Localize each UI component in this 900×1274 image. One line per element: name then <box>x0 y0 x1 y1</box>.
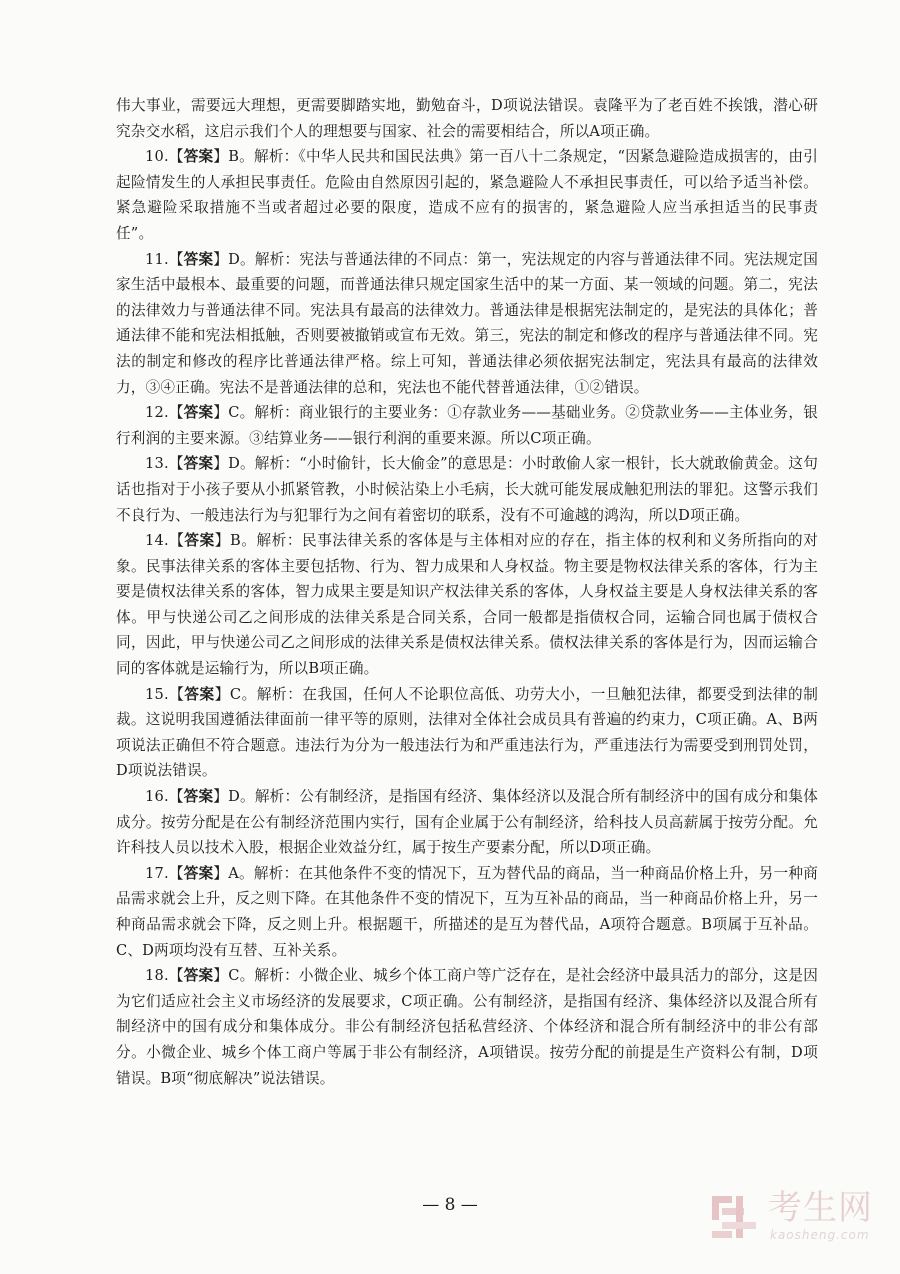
answer-number: 12.【 <box>145 404 184 422</box>
answer-number: 17.【 <box>145 864 184 882</box>
page-number: — 8 — <box>422 1195 478 1215</box>
answer-text: 】C。解析：小微企业、城乡个体工商户等广泛存在，是社会经济中最具活力的部分，这是因为它们适应社会主义市场经济的发展要求，C项正确。公有制经济，是指国有经济、集体经济以及混合所有制经济中的国有成分和集体成分。非公有制经济包括私营经济、个体经济和混合所有制经济中的非公有部分。小微企业、城乡个体工商户等属于非公有制经济，A项错误。按劳分配的前提是生产资料公有制，D项错误。B项“彻底解决”说法错误。 <box>116 967 818 1087</box>
answer-text: 】D。解析：公有制经济，是指国有经济、集体经济以及混合所有制经济中的国有成分和集体成分。按劳分配是在公有制经济范围内实行，国有企业属于公有制经济，给科技人员高薪属于按劳分配。允许科技人员以技术入股，根据企业效益分红，属于按生产要素分配，所以D项正确。 <box>116 788 818 857</box>
answer-label: 答案 <box>184 532 215 550</box>
answer-number: 10.【 <box>145 148 184 166</box>
answer-number: 15.【 <box>145 685 185 703</box>
answer-16 <box>116 784 818 861</box>
answer-text: 】D。解析：宪法与普通法律的不同点：第一，宪法规定的内容与普通法律不同。宪法规定国家生活中最根本、最重要的问题，而普通法律只规定国家生活中的某一方面、某一领域的问题。第二，宪法的法律效力与普通法律不同。宪法具有最高的法律效力。普通法律是根据宪法制定的，是宪法的具体化；普通法律不能和宪法相抵触，否则要被撤销或宣布无效。第三，宪法的制定和修改的程序与普通法律不同。宪法的制定和修改的程序比普通法律严格。综上可知，普通法律必须依据宪法制定，宪法具有最高的法律效力，③④正确。宪法不是普通法律的总和，宪法也不能代替普通法律，①②错误。 <box>116 250 818 396</box>
answer-text: 】D。解析：“小时偷针，长大偷金”的意思是：小时敢偷人家一根针，长大就敢偷黄金。这句话也指对于小孩子要从小抓紧管教，小时候沾染上小毛病，长大就可能发展成触犯刑法的罪犯。这警示我们不良行为、一般违法行为与犯罪行为之间有着密切的联系，没有不可逾越的鸿沟，所以D项正确。 <box>116 455 819 524</box>
answer-text: 】B。解析：民事法律关系的客体是与主体相对应的存在，指主体的权利和义务所指向的对象。民事法律关系的客体主要包括物、行为、智力成果和人身权益。物主要是物权法律关系的客体，行为主要是债权法律关系的客体，智力成果主要是知识产权法律关系的客体，人身权益主要是人身权法律关系的客体。甲与快递公司乙之间形成的法律关系是合同关系，合同一般都是指债权合同，运输合同也属于债权合同，因此，甲与快递公司乙之间形成的法律关系是债权法律关系。债权法律关系的客体是行为，因而运输合同的客体就是运输行为，所以B项正确。 <box>116 532 818 678</box>
answer-15 <box>116 682 818 784</box>
answer-13 <box>116 451 818 528</box>
watermark-domain: kaosheng.com <box>770 1228 870 1242</box>
answer-number: 16.【 <box>145 788 184 806</box>
answer-label: 答案 <box>183 864 214 882</box>
answer-12 <box>116 400 818 451</box>
answer-10 <box>116 144 818 246</box>
answer-text: 】C。解析：商业银行的主要业务：①存款业务——基础业务。②贷款业务——主体业务，银行利润的主要来源。③结算业务——银行利润的重要来源。所以C项正确。 <box>116 404 818 447</box>
watermark-text: 考生网 <box>768 1188 873 1228</box>
answer-text: 】B。解析：《中华人民共和国民法典》第一百八十二条规定，“因紧急避险造成损害的，由引起险情发生的人承担民事责任。危险由自然原因引起的，紧急避险人不承担民事责任，可以给予适当补偿。紧急避险采取措施不当或者超过必要的限度，造成不应有的损害的，紧急避险人应当承担适当的民事责任”。 <box>116 148 818 242</box>
answer-number: 13.【 <box>145 455 184 473</box>
answer-label: 答案 <box>183 788 214 806</box>
site-watermark <box>708 1188 878 1248</box>
answer-14 <box>116 528 818 682</box>
answer-17 <box>116 861 818 963</box>
answer-label: 答案 <box>183 250 214 268</box>
watermark-logo-icon <box>708 1190 762 1244</box>
answer-text: 】A。解析：在其他条件不变的情况下，互为替代品的商品，当一种商品价格上升，另一种商品需求就会上升，反之则下降。在其他条件不变的情况下，互为互补品的商品，当一种商品价格上升，另一种商品需求就会下降，反之则上升。根据题干，所描述的是互为替代品，A项符合题意。B项属于互补品。C、D两项均没有互替、互补关系。 <box>116 864 819 959</box>
answer-label: 答案 <box>183 404 214 422</box>
answer-number: 11.【 <box>145 250 184 268</box>
answer-label: 答案 <box>183 148 214 166</box>
answer-text: 】C。解析：在我国，任何人不论职位高低、功劳大小，一旦触犯法律，都要受到法律的制裁。这说明我国遵循法律面前一律平等的原则，法律对全体社会成员具有普遍的约束力，C项正确。A、B两项说法正确但不符合题意。违法行为分为一般违法行为和严重违法行为，严重违法行为需要受到刑罚处罚，D项说法错误。 <box>116 685 818 780</box>
answer-label: 答案 <box>183 455 214 473</box>
answer-explanations <box>116 93 818 1091</box>
paragraph-continuation <box>116 93 818 144</box>
answer-18 <box>116 963 818 1091</box>
paragraph-text: 伟大事业，需要远大理想，更需要脚踏实地，勤勉奋斗，D项说法错误。袁隆平为了老百姓不挨饿，潜心研究杂交水稻，这启示我们个人的理想要与国家、社会的需要相结合，所以A项正确。 <box>116 97 818 140</box>
answer-number: 18.【 <box>145 967 184 985</box>
answer-label: 答案 <box>183 967 214 985</box>
answer-number: 14.【 <box>145 532 185 550</box>
answer-11 <box>116 247 818 401</box>
answer-label: 答案 <box>184 685 215 703</box>
